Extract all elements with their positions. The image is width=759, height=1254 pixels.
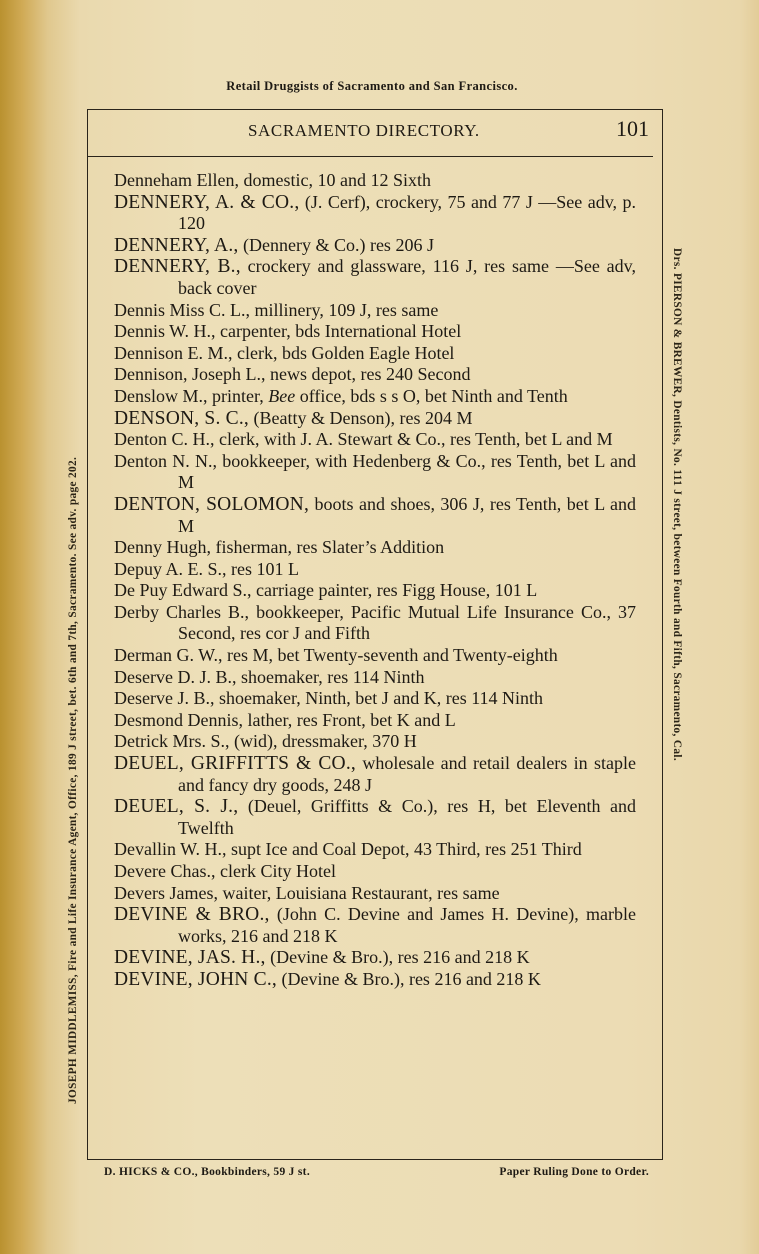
entry-name: Denneham Ellen,	[114, 170, 239, 190]
entry-name: Detrick Mrs. S.,	[114, 731, 230, 752]
entry-details: res M, bet Twenty-seventh and Twenty-eighth	[222, 645, 558, 666]
entry-italic: Bee	[268, 385, 296, 406]
entry-details: (Deuel, Griffitts & Co.), res H, bet Eleventh and Twelfth	[178, 796, 636, 838]
directory-entry	[114, 688, 636, 710]
entry-name: Denny Hugh,	[114, 537, 211, 558]
entry-name: Dennison E. M.,	[114, 342, 233, 363]
entry-name: DENNERY, B.,	[114, 256, 241, 278]
entry-details: bookkeeper, Pacific Mutual Life Insurance Co., 37 Second, res cor J and Fifth	[178, 601, 636, 644]
directory-entry	[114, 386, 636, 408]
directory-entry	[114, 645, 636, 667]
directory-entry	[114, 192, 636, 235]
bottom-advert-right: Paper Ruling Done to Order.	[499, 1166, 649, 1178]
entry-name: DEVINE & BRO.,	[114, 904, 270, 926]
entry-name: Denton C. H.,	[114, 429, 215, 450]
entry-details: boots and shoes, 306 J, res Tenth, bet L and M	[178, 493, 636, 536]
directory-entry	[114, 429, 636, 451]
directory-entry	[114, 731, 636, 753]
entry-name: Derby Charles B.,	[114, 601, 250, 622]
entry-details: res 101 L	[226, 558, 299, 579]
header-rule	[87, 156, 653, 157]
entry-details: carpenter, bds International Hotel	[215, 321, 462, 342]
directory-entry	[114, 969, 636, 991]
entry-name: DEUEL, S. J.,	[114, 796, 239, 818]
directory-entry	[114, 796, 636, 839]
entry-details: clerk City Hotel	[215, 861, 336, 881]
entry-name: DEVINE, JOHN C.,	[114, 968, 277, 990]
entry-name: Denslow M.,	[114, 385, 208, 406]
directory-entry	[114, 839, 636, 861]
directory-entry	[114, 580, 636, 602]
directory-entries	[114, 170, 636, 991]
entry-name: Deserve J. B.,	[114, 688, 215, 709]
entry-details: (Devine & Bro.), res 216 and 218 K	[265, 947, 530, 968]
entry-name: Denton N. N.,	[114, 450, 217, 471]
entry-name: Deserve D. J. B.,	[114, 666, 237, 687]
entry-name: Derman G. W.,	[114, 645, 223, 666]
entry-name: DENNERY, A. & CO.,	[114, 191, 300, 213]
entry-details: carriage painter, res Figg House, 101 L	[251, 580, 538, 601]
entry-details: millinery, 109 J, res same	[250, 299, 439, 320]
directory-entry	[114, 235, 636, 257]
entry-details: news depot, res 240 Second	[265, 364, 471, 385]
entry-details: (John C. Devine and James H. Devine), marble works, 216 and 218 K	[178, 904, 636, 946]
entry-name: Dennison, Joseph L.,	[114, 364, 266, 385]
entry-details: wholesale and retail dealers in staple and fancy dry goods, 248 J	[178, 753, 636, 795]
directory-entry	[114, 947, 636, 969]
entry-name: Devere Chas.,	[114, 861, 216, 881]
entry-details: bookkeeper, with Hedenberg & Co., res Tenth, bet L and M	[178, 450, 636, 493]
entry-details: clerk, with J. A. Stewart & Co., res Tenth, bet L and M	[214, 429, 613, 450]
directory-entry	[114, 753, 636, 796]
entry-details: shoemaker, Ninth, bet J and K, res 114 Ninth	[214, 688, 544, 709]
directory-entry	[114, 494, 636, 537]
entry-details: (Beatty & Denson), res 204 M	[249, 407, 473, 428]
entry-name: De Puy Edward S.,	[114, 580, 252, 601]
bottom-advert-left: D. HICKS & CO., Bookbinders, 59 J st.	[104, 1166, 310, 1178]
entry-details: waiter, Louisiana Restaurant, res same	[217, 882, 500, 903]
entry-details-continued: office, bds s s O, bet Ninth and Tenth	[295, 385, 568, 406]
directory-entry	[114, 364, 636, 386]
directory-entry	[114, 343, 636, 365]
entry-details: fisherman, res Slater’s Addition	[211, 537, 445, 558]
directory-entry	[114, 559, 636, 581]
entry-details: (wid), dressmaker, 370 H	[229, 731, 417, 752]
directory-entry	[114, 170, 636, 192]
page-header-title: SACRAMENTO DIRECTORY.	[248, 121, 480, 140]
entry-details: (J. Cerf), crockery, 75 and 77 J —See adv, p. 120	[178, 191, 636, 234]
directory-entry	[114, 883, 636, 905]
left-margin-advert: JOSEPH MIDDLEMISS, Fire and Life Insurance Agent, Office, 189 J street, bet. 6th and 7th, Sacramento. See adv. page 202.	[67, 456, 79, 1104]
entry-details: printer,	[207, 385, 269, 406]
entry-details: supt Ice and Coal Depot, 43 Third, res 251 Third	[226, 839, 582, 860]
entry-details: (Dennery & Co.) res 206 J	[238, 234, 434, 255]
entry-name: Dennis W. H.,	[114, 321, 216, 342]
right-margin-advert: Drs. PIERSON & BREWER, Dentists, No. 111 J street, between Fourth and Fifth, Sacramento, Cal.	[671, 248, 683, 762]
entry-name: Devers James,	[114, 882, 218, 903]
directory-entry	[114, 904, 636, 947]
bottom-advert-banner	[104, 1166, 649, 1178]
directory-entry	[114, 451, 636, 494]
entry-details: domestic, 10 and 12 Sixth	[238, 170, 431, 190]
entry-details: (Devine & Bro.), res 216 and 218 K	[276, 968, 541, 989]
top-advert-banner: Retail Druggists of Sacramento and San Francisco.	[226, 79, 518, 93]
directory-entry	[114, 256, 636, 299]
entry-details: lather, res Front, bet K and L	[243, 709, 456, 730]
directory-entry	[114, 408, 636, 430]
page-number: 101	[616, 116, 649, 141]
directory-entry	[114, 602, 636, 645]
entry-name: DEUEL, GRIFFITTS & CO.,	[114, 753, 356, 775]
entry-name: Devallin W. H.,	[114, 839, 227, 860]
directory-entry	[114, 300, 636, 322]
entry-details: crockery and glassware, 116 J, res same —See adv, back cover	[178, 256, 636, 298]
directory-entry	[114, 321, 636, 343]
entry-details: clerk, bds Golden Eagle Hotel	[232, 342, 455, 363]
entry-details: shoemaker, res 114 Ninth	[236, 666, 425, 687]
entry-name: DEVINE, JAS. H.,	[114, 947, 266, 969]
directory-entry	[114, 710, 636, 732]
entry-name: DENSON, S. C.,	[114, 407, 249, 429]
entry-name: DENTON, SOLOMON,	[114, 493, 310, 515]
directory-entry	[114, 537, 636, 559]
entry-name: Dennis Miss C. L.,	[114, 299, 251, 320]
entry-name: DENNERY, A.,	[114, 234, 239, 256]
directory-entry	[114, 861, 636, 883]
directory-entry	[114, 667, 636, 689]
entry-name: Depuy A. E. S.,	[114, 558, 227, 579]
entry-name: Desmond Dennis,	[114, 709, 243, 730]
